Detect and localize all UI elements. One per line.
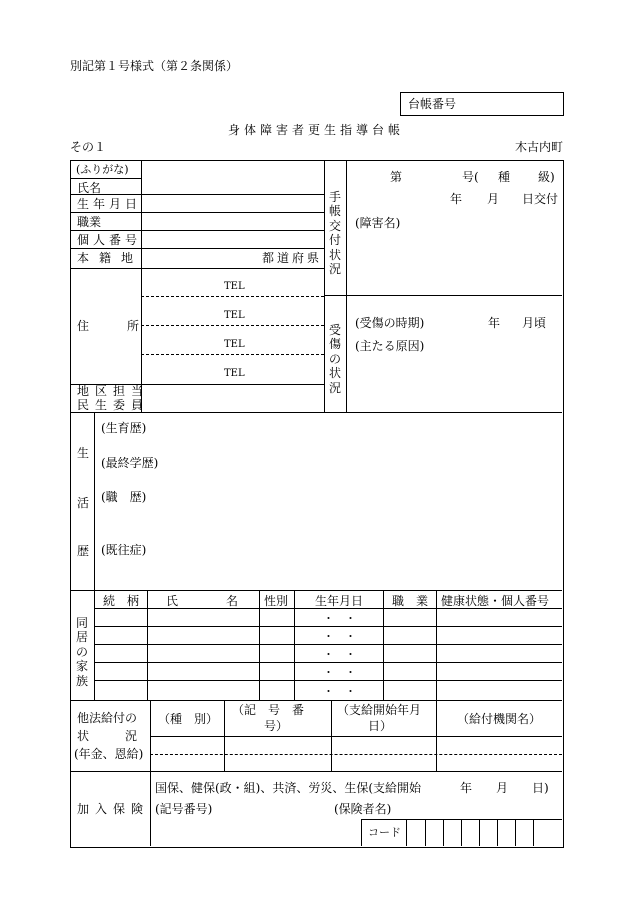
domicile-label: 本籍地	[77, 251, 144, 265]
benefits-label-1: 他法給付の	[77, 711, 138, 725]
form-label: 別記第１号様式（第２条関係）	[70, 59, 239, 73]
handbook-number-first: 第	[390, 170, 403, 184]
family-row-1-dots: ・ ・	[323, 612, 356, 625]
benefit-type-label: （種 別）	[158, 712, 219, 726]
insurance-types: 国保、健保(政・組)、共済、労災、生保(支給開始	[155, 781, 422, 795]
tel-label-2: TEL	[224, 310, 245, 321]
town-name: 木古内町	[515, 140, 564, 154]
handbook-status-label: 手帳交付状況	[328, 190, 341, 276]
benefits-label-3: (年金、恩給)	[74, 747, 144, 761]
disability-name-label: (障害名)	[355, 216, 401, 230]
handbook-month: 月	[487, 192, 500, 206]
family-row-2-dots: ・ ・	[323, 630, 356, 643]
handbook-grade-level: 級)	[538, 170, 555, 184]
benefit-start-label-2: 日）	[368, 719, 393, 733]
benefit-symbol-label-1: （記 号 番	[232, 703, 305, 717]
insurance-year: 年	[460, 781, 473, 795]
family-row-4-dots: ・ ・	[323, 666, 356, 679]
insurance-label: 加入保険	[77, 802, 150, 816]
life-history-char-2: 活	[77, 496, 90, 510]
insurance-symbol-label: (記号番号)	[155, 802, 213, 816]
life-history-char-1: 生	[77, 446, 90, 460]
upbringing-label: (生育歴)	[101, 421, 147, 435]
benefit-start-label-1: （支給開始年月	[337, 703, 422, 717]
col-birth-date: 生年月日	[315, 594, 364, 608]
insurer-name-label: (保険者名)	[334, 802, 392, 816]
col-name: 氏 名	[166, 594, 239, 608]
benefits-label-2: 状 況	[77, 729, 138, 743]
col-relation: 続 柄	[103, 594, 140, 608]
family-row-5-dots: ・ ・	[323, 685, 356, 698]
col-occupation: 職 業	[392, 594, 429, 608]
col-health-number: 健康状態・個人番号	[441, 594, 550, 608]
occupation-label: 職業	[77, 215, 102, 229]
col-sex: 性別	[264, 594, 289, 608]
ledger-number-box[interactable]	[400, 92, 564, 116]
address-label: 住所	[77, 319, 178, 333]
name-label: 氏名	[77, 181, 102, 195]
life-history-char-3: 歴	[77, 544, 90, 558]
injury-cause-label: (主たる原因)	[355, 339, 425, 353]
handbook-issued: 日交付	[522, 192, 559, 206]
injury-month-about: 月頃	[522, 316, 547, 330]
code-label: コード	[368, 826, 401, 839]
tel-label-3: TEL	[224, 339, 245, 350]
medical-history-label: (既往症)	[101, 543, 147, 557]
injury-status-label: 受傷の状況	[328, 323, 341, 395]
family-label: 同居の家族	[75, 616, 88, 688]
injury-year: 年	[488, 316, 501, 330]
prefecture-label: 都道府県	[262, 251, 323, 265]
page-title: 身体障害者更生指導台帳	[228, 123, 405, 137]
tel-label-1: TEL	[224, 281, 245, 292]
handbook-number-go: 号(	[462, 170, 479, 184]
handbook-grade-kind: 種	[498, 170, 511, 184]
ledger-number-label: 台帳番号	[408, 97, 457, 111]
benefit-symbol-label-2: 号）	[264, 719, 289, 733]
insurance-day: 日)	[532, 781, 549, 795]
work-history-label: (職 歴)	[101, 490, 147, 504]
personal-number-label: 個人番号	[77, 233, 142, 247]
family-row-3-dots: ・ ・	[323, 648, 356, 661]
commissioner-label-2: 民生委員	[77, 398, 150, 412]
education-label: (最終学歴)	[101, 456, 159, 470]
birth-date-label: 生年月日	[77, 197, 142, 211]
section-label: その１	[70, 140, 107, 154]
tel-label-4: TEL	[224, 368, 245, 379]
commissioner-label-1: 地区担当	[77, 384, 150, 398]
injury-time-label: (受傷の時期)	[355, 316, 425, 330]
benefit-agency-label: （給付機関名）	[457, 712, 542, 726]
insurance-month: 月	[496, 781, 509, 795]
handbook-year: 年	[450, 192, 463, 206]
furigana-label: (ふりがな)	[76, 163, 129, 176]
